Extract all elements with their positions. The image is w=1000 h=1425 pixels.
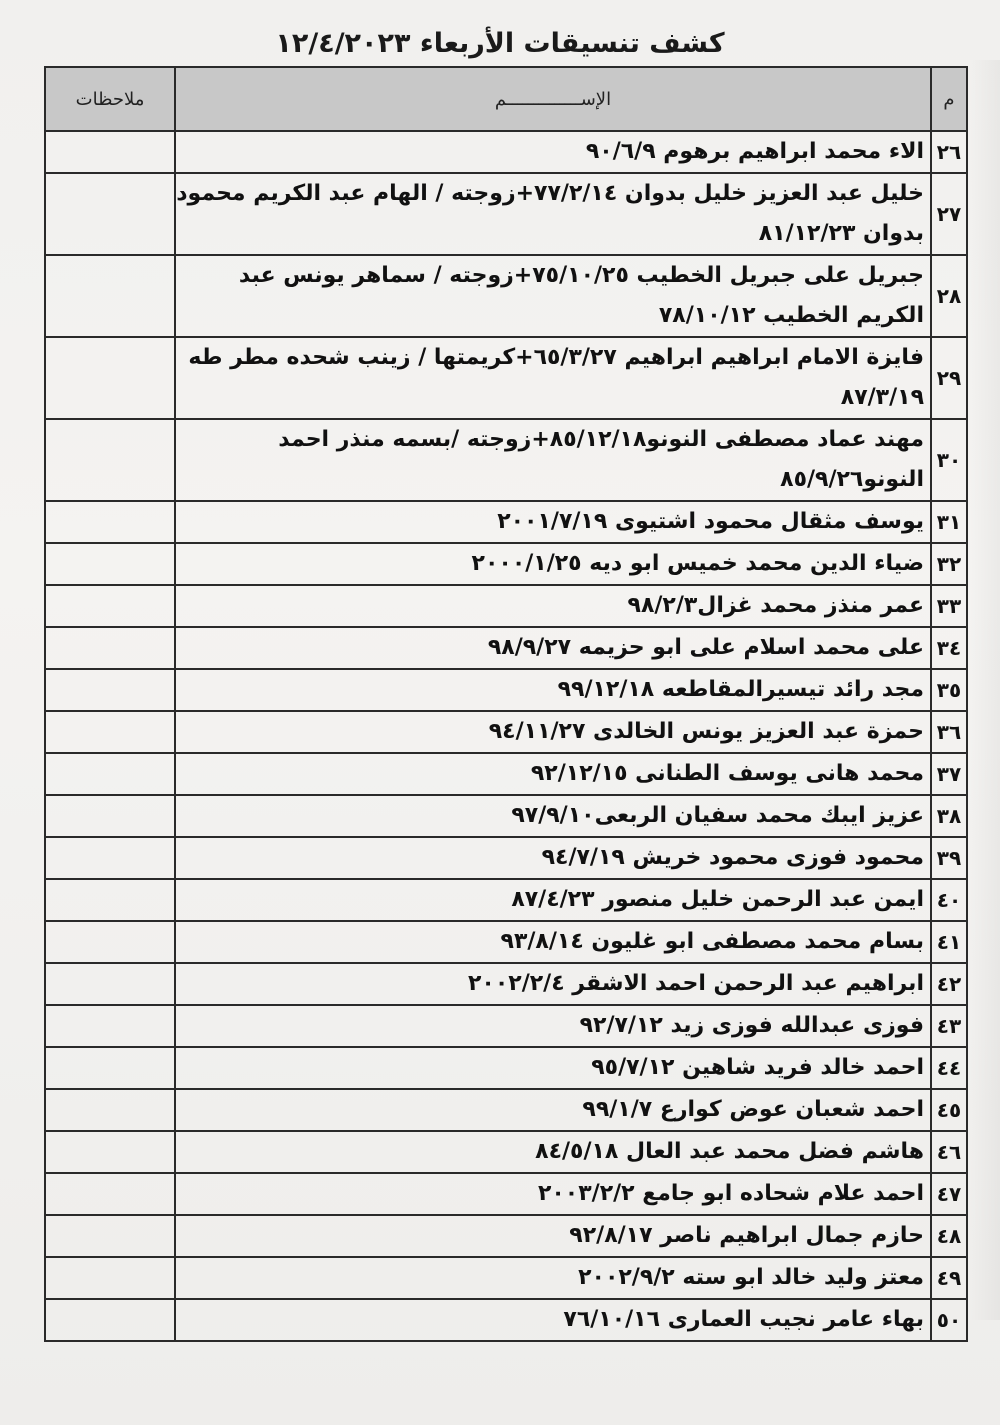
row-name: جبريل على جبريل الخطيب ٧٥/١٠/٢٥+زوجته / سماهر يونس عبد الكريم الخطيب ٧٨/١٠/١٢ bbox=[175, 255, 931, 337]
row-number: ٤٤ bbox=[931, 1047, 967, 1089]
row-number: ٢٨ bbox=[931, 255, 967, 337]
row-notes bbox=[45, 1005, 175, 1047]
roster-body bbox=[45, 131, 967, 1341]
header-name: الإســــــــــــــم bbox=[175, 67, 931, 131]
table-row bbox=[45, 1215, 967, 1257]
row-name: محمد هانى يوسف الطنانى ٩٢/١٢/١٥ bbox=[175, 753, 931, 795]
row-notes bbox=[45, 921, 175, 963]
table-row bbox=[45, 543, 967, 585]
header-row bbox=[45, 67, 967, 131]
row-notes bbox=[45, 1047, 175, 1089]
row-number: ٣٩ bbox=[931, 837, 967, 879]
row-number: ٤٩ bbox=[931, 1257, 967, 1299]
row-notes bbox=[45, 585, 175, 627]
table-row bbox=[45, 337, 967, 419]
table-row bbox=[45, 753, 967, 795]
row-name: خليل عبد العزيز خليل بدوان ٧٧/٢/١٤+زوجته / الهام عبد الكريم محمود بدوان ٨١/١٢/٢٣ bbox=[175, 173, 931, 255]
table-row bbox=[45, 795, 967, 837]
row-name: عزيز ايبك محمد سفيان الربعى٩٧/٩/١٠ bbox=[175, 795, 931, 837]
row-notes bbox=[45, 1131, 175, 1173]
row-name: ضياء الدين محمد خميس ابو ديه ٢٠٠٠/١/٢٥ bbox=[175, 543, 931, 585]
row-number: ٣٢ bbox=[931, 543, 967, 585]
row-number: ٣٤ bbox=[931, 627, 967, 669]
row-notes bbox=[45, 1089, 175, 1131]
row-name: مهند عماد مصطفى النونو٨٥/١٢/١٨+زوجته /بسمه منذر احمد النونو٨٥/٩/٢٦ bbox=[175, 419, 931, 501]
table-row bbox=[45, 585, 967, 627]
row-notes bbox=[45, 879, 175, 921]
row-notes bbox=[45, 669, 175, 711]
row-notes bbox=[45, 1257, 175, 1299]
row-name: بسام محمد مصطفى ابو غليون ٩٣/٨/١٤ bbox=[175, 921, 931, 963]
row-name: فايزة الامام ابراهيم ابراهيم ٦٥/٣/٢٧+كريمتها / زينب شحده مطر طه ٨٧/٣/١٩ bbox=[175, 337, 931, 419]
table-row bbox=[45, 1299, 967, 1341]
row-name: احمد خالد فريد شاهين ٩٥/٧/١٢ bbox=[175, 1047, 931, 1089]
row-notes bbox=[45, 255, 175, 337]
row-name: مجد رائد تيسيرالمقاطعه ٩٩/١٢/١٨ bbox=[175, 669, 931, 711]
row-name: محمود فوزى محمود خريش ٩٤/٧/١٩ bbox=[175, 837, 931, 879]
table-row bbox=[45, 669, 967, 711]
row-number: ٢٩ bbox=[931, 337, 967, 419]
header-number: م bbox=[931, 67, 967, 131]
row-number: ٣٦ bbox=[931, 711, 967, 753]
row-notes bbox=[45, 501, 175, 543]
row-name: معتز وليد خالد ابو سته ٢٠٠٢/٩/٢ bbox=[175, 1257, 931, 1299]
row-name: ابراهيم عبد الرحمن احمد الاشقر ٢٠٠٢/٢/٤ bbox=[175, 963, 931, 1005]
row-number: ٤٠ bbox=[931, 879, 967, 921]
table-row bbox=[45, 501, 967, 543]
row-number: ٤٧ bbox=[931, 1173, 967, 1215]
row-notes bbox=[45, 1173, 175, 1215]
table-row bbox=[45, 1257, 967, 1299]
row-number: ٣١ bbox=[931, 501, 967, 543]
table-row bbox=[45, 255, 967, 337]
row-notes bbox=[45, 1215, 175, 1257]
row-name: عمر منذز محمد غزال٩٨/٢/٣ bbox=[175, 585, 931, 627]
row-notes bbox=[45, 131, 175, 173]
table-row bbox=[45, 1089, 967, 1131]
row-notes bbox=[45, 543, 175, 585]
table-row bbox=[45, 419, 967, 501]
row-name: احمد شعبان عوض كوارع ٩٩/١/٧ bbox=[175, 1089, 931, 1131]
table-row bbox=[45, 1131, 967, 1173]
row-notes bbox=[45, 753, 175, 795]
row-name: هاشم فضل محمد عبد العال ٨٤/٥/١٨ bbox=[175, 1131, 931, 1173]
table-row bbox=[45, 627, 967, 669]
row-notes bbox=[45, 173, 175, 255]
table-row bbox=[45, 1005, 967, 1047]
row-number: ٤٢ bbox=[931, 963, 967, 1005]
row-number: ٢٦ bbox=[931, 131, 967, 173]
row-notes bbox=[45, 337, 175, 419]
row-notes bbox=[45, 795, 175, 837]
table-row bbox=[45, 879, 967, 921]
table-row bbox=[45, 1173, 967, 1215]
row-notes bbox=[45, 711, 175, 753]
roster-table bbox=[44, 66, 968, 1342]
row-notes bbox=[45, 963, 175, 1005]
row-notes bbox=[45, 419, 175, 501]
table-row bbox=[45, 963, 967, 1005]
row-name: يوسف مثقال محمود اشتيوى ٢٠٠١/٧/١٩ bbox=[175, 501, 931, 543]
row-name: حازم جمال ابراهيم ناصر ٩٢/٨/١٧ bbox=[175, 1215, 931, 1257]
row-number: ٤٥ bbox=[931, 1089, 967, 1131]
row-name: الاء محمد ابراهيم برهوم ٩٠/٦/٩ bbox=[175, 131, 931, 173]
row-number: ٣٨ bbox=[931, 795, 967, 837]
table-row bbox=[45, 837, 967, 879]
row-name: بهاء عامر نجيب العمارى ٧٦/١٠/١٦ bbox=[175, 1299, 931, 1341]
row-number: ٣٥ bbox=[931, 669, 967, 711]
row-number: ٤٣ bbox=[931, 1005, 967, 1047]
row-notes bbox=[45, 627, 175, 669]
row-name: ايمن عبد الرحمن خليل منصور ٨٧/٤/٢٣ bbox=[175, 879, 931, 921]
row-number: ٢٧ bbox=[931, 173, 967, 255]
row-notes bbox=[45, 837, 175, 879]
row-number: ٣٠ bbox=[931, 419, 967, 501]
table-row bbox=[45, 131, 967, 173]
row-name: على محمد اسلام على ابو حزيمه ٩٨/٩/٢٧ bbox=[175, 627, 931, 669]
row-number: ٤١ bbox=[931, 921, 967, 963]
row-number: ٤٨ bbox=[931, 1215, 967, 1257]
table-row bbox=[45, 173, 967, 255]
page-title: كشف تنسيقات الأربعاء ١٢/٤/٢٠٢٣ bbox=[275, 28, 725, 59]
header-notes: ملاحظات bbox=[45, 67, 175, 131]
row-number: ٤٦ bbox=[931, 1131, 967, 1173]
row-number: ٥٠ bbox=[931, 1299, 967, 1341]
table-row bbox=[45, 711, 967, 753]
row-number: ٣٣ bbox=[931, 585, 967, 627]
table-row bbox=[45, 1047, 967, 1089]
row-name: فوزى عبدالله فوزى زيد ٩٢/٧/١٢ bbox=[175, 1005, 931, 1047]
table-row bbox=[45, 921, 967, 963]
row-name: حمزة عبد العزيز يونس الخالدى ٩٤/١١/٢٧ bbox=[175, 711, 931, 753]
page-shadow bbox=[970, 60, 1000, 1320]
row-name: احمد علام شحاده ابو جامع ٢٠٠٣/٢/٢ bbox=[175, 1173, 931, 1215]
row-notes bbox=[45, 1299, 175, 1341]
row-number: ٣٧ bbox=[931, 753, 967, 795]
